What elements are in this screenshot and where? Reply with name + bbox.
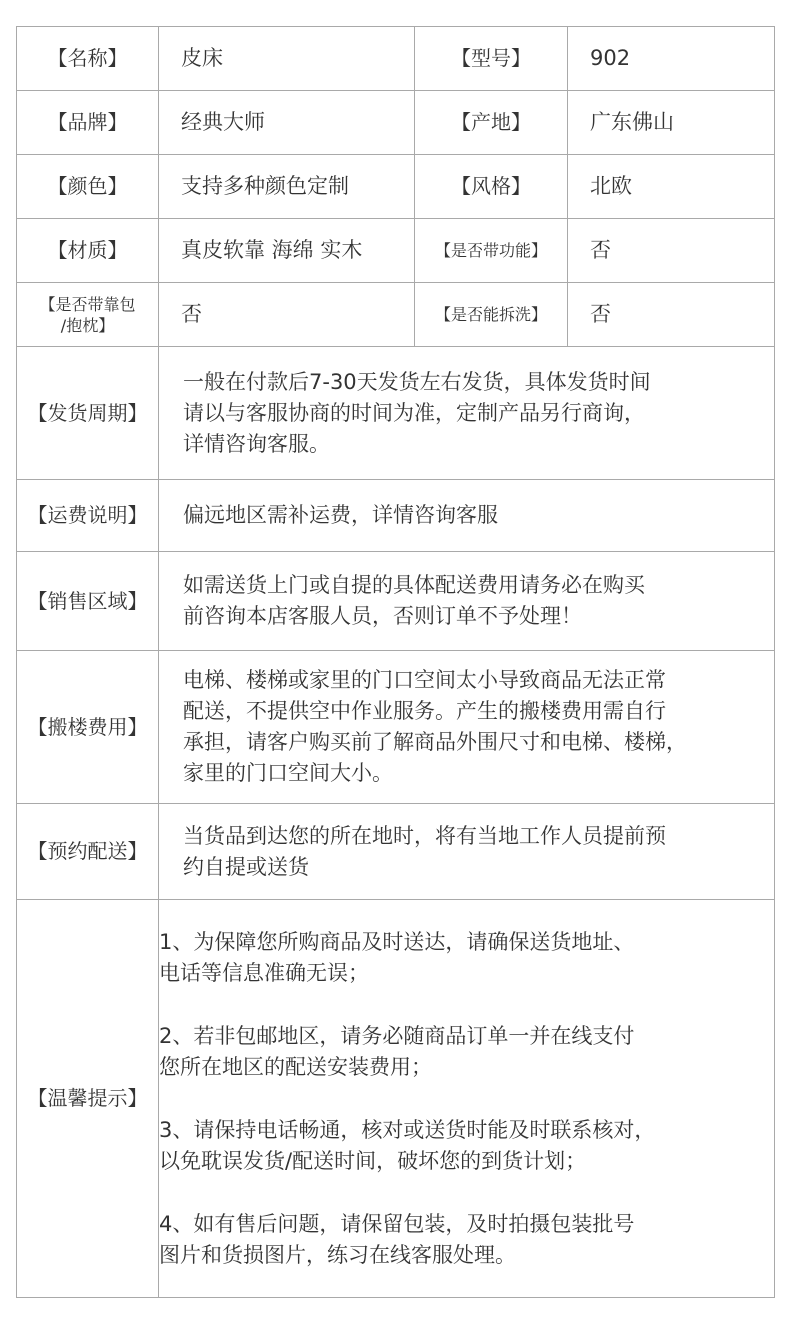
label-material: 【材质】 xyxy=(17,219,159,283)
value-style: 北欧 xyxy=(568,155,775,219)
text-line: 请以与客服协商的时间为准，定制产品另行商询， xyxy=(183,400,645,425)
value-name: 皮床 xyxy=(159,27,415,91)
label-color: 【颜色】 xyxy=(17,155,159,219)
value-stairs-fee xyxy=(159,651,775,804)
text-line: 偏远地区需补运费，详情咨询客服 xyxy=(183,503,498,527)
text-line: 2、若非包邮地区，请务必随商品订单一并在线支付 xyxy=(159,1023,635,1048)
label-shipping-period: 【发货周期】 xyxy=(17,347,159,480)
tips-item xyxy=(159,1115,774,1177)
text-line: 图片和货损图片，练习在线客服处理。 xyxy=(159,1242,516,1267)
tips-item xyxy=(159,927,774,989)
text-line: 家里的门口空间大小。 xyxy=(183,761,393,785)
label-sales-area: 【销售区域】 xyxy=(17,552,159,651)
text-line: 配送，不提供空中作业服务。产生的搬楼费用需自行 xyxy=(183,699,666,723)
label-style: 【风格】 xyxy=(415,155,568,219)
text-line: 详情咨询客服。 xyxy=(183,431,330,456)
label-freight: 【运费说明】 xyxy=(17,480,159,552)
value-shipping-period xyxy=(159,347,775,480)
label-has-cushion xyxy=(17,283,159,347)
info-row xyxy=(17,651,775,804)
product-spec-table xyxy=(16,26,775,1298)
label-washable: 【是否能拆洗】 xyxy=(415,283,568,347)
text-line: 以免耽误发货/配送时间，破坏您的到货计划； xyxy=(159,1148,587,1173)
label-delivery-appointment: 【预约配送】 xyxy=(17,804,159,900)
value-model: 902 xyxy=(568,27,775,91)
value-origin: 广东佛山 xyxy=(568,91,775,155)
info-row xyxy=(17,480,775,552)
text-line: 电话等信息准确无误； xyxy=(159,960,369,985)
info-row xyxy=(17,552,775,651)
label-has-cushion-line2: /抱枕】 xyxy=(60,315,115,335)
label-origin: 【产地】 xyxy=(415,91,568,155)
text-line: 当货品到达您的所在地时，将有当地工作人员提前预 xyxy=(183,823,666,848)
label-name: 【名称】 xyxy=(17,27,159,91)
info-row xyxy=(17,347,775,480)
value-brand: 经典大师 xyxy=(159,91,415,155)
spec-row xyxy=(17,219,775,283)
value-freight xyxy=(159,480,775,552)
spec-row xyxy=(17,91,775,155)
label-stairs-fee: 【搬楼费用】 xyxy=(17,651,159,804)
info-row xyxy=(17,804,775,900)
value-delivery-appointment xyxy=(159,804,775,900)
text-line: 约自提或送货 xyxy=(183,854,309,879)
tips-content xyxy=(159,900,775,1298)
label-model: 【型号】 xyxy=(415,27,568,91)
value-has-function: 否 xyxy=(568,219,775,283)
spec-row xyxy=(17,27,775,91)
spec-row xyxy=(17,155,775,219)
text-line: 前咨询本店客服人员，否则订单不予处理！ xyxy=(183,604,582,628)
text-line: 承担，请客户购买前了解商品外围尺寸和电梯、楼梯， xyxy=(183,730,687,754)
label-warm-tips: 【温馨提示】 xyxy=(17,900,159,1298)
label-brand: 【品牌】 xyxy=(17,91,159,155)
tips-item xyxy=(159,1021,774,1083)
value-has-cushion: 否 xyxy=(159,283,415,347)
text-line: 1、为保障您所购商品及时送达，请确保送货地址、 xyxy=(159,929,635,954)
text-line: 4、如有售后问题，请保留包装，及时拍摄包装批号 xyxy=(159,1211,635,1236)
text-line: 如需送货上门或自提的具体配送费用请务必在购买 xyxy=(183,573,645,597)
tips-row xyxy=(17,900,775,1298)
text-line: 3、请保持电话畅通，核对或送货时能及时联系核对， xyxy=(159,1117,656,1142)
label-has-cushion-line1: 【是否带靠包 xyxy=(39,294,136,314)
value-sales-area xyxy=(159,552,775,651)
spec-row xyxy=(17,283,775,347)
text-line: 电梯、楼梯或家里的门口空间太小导致商品无法正常 xyxy=(183,668,666,692)
text-line: 您所在地区的配送安装费用； xyxy=(159,1054,432,1079)
tips-item xyxy=(159,1209,774,1271)
value-washable: 否 xyxy=(568,283,775,347)
label-has-function: 【是否带功能】 xyxy=(415,219,568,283)
value-material: 真皮软靠 海绵 实木 xyxy=(159,219,415,283)
text-line: 一般在付款后7-30天发货左右发货，具体发货时间 xyxy=(183,369,651,394)
value-color: 支持多种颜色定制 xyxy=(159,155,415,219)
